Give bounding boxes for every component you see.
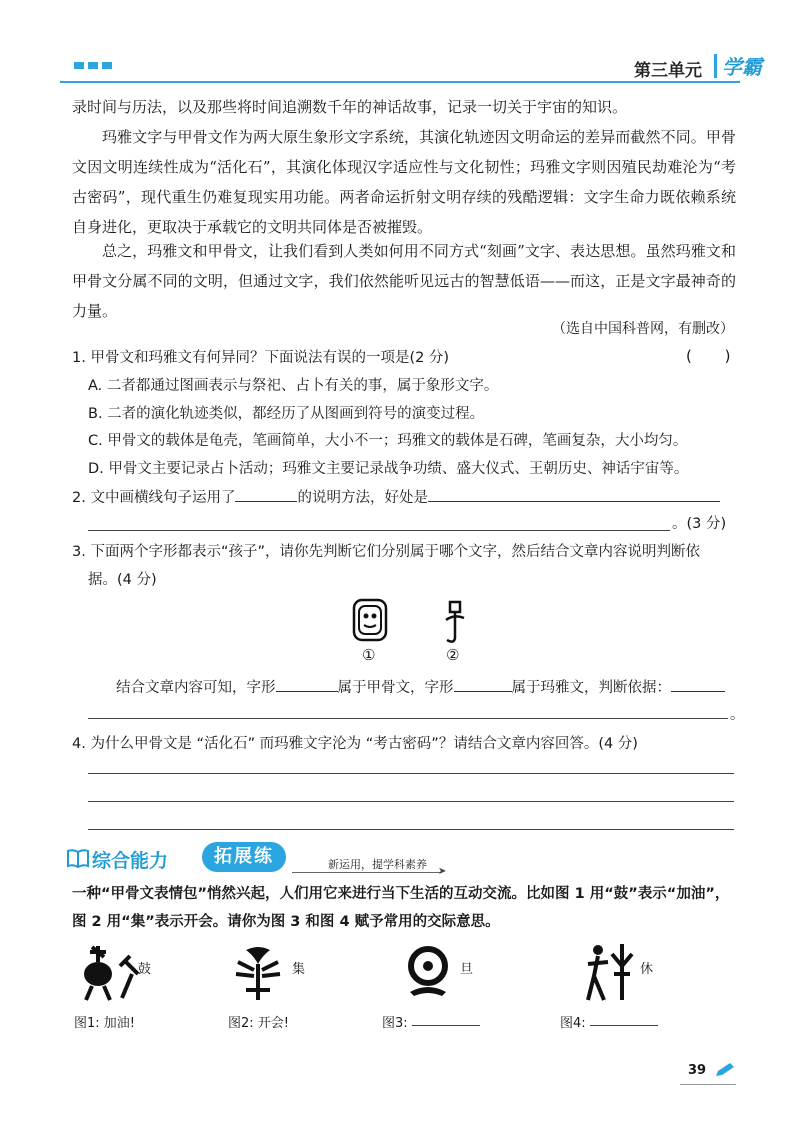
question-3-end: 。 — [730, 707, 745, 723]
answer-line[interactable] — [88, 718, 728, 719]
gather-glyph — [232, 942, 286, 1002]
section-badge: 拓展练 — [202, 842, 286, 872]
answer-blank-maya[interactable] — [454, 677, 512, 692]
figure-3-caption: 图3: — [382, 1016, 408, 1031]
header-divider — [714, 54, 717, 78]
answer-blank-reason[interactable] — [671, 677, 725, 692]
question-2-part2: 的说明方法，好处是 — [297, 490, 428, 506]
passage-paragraph-3: 总之，玛雅文和甲骨文，让我们看到人类如何用不同方式“刻画”文字、表达思想。虽然玛雅文和甲骨文分属不同的文明，但通过文字，我们依然能听见远古的智慧低语——而这，正是文字最神奇的力量。 — [72, 242, 736, 320]
figure-3-char: 旦 — [460, 962, 474, 977]
drum-glyph — [76, 942, 146, 1002]
passage-source: （选自中国科普网，有删改） — [552, 321, 734, 337]
maya-child-glyph — [354, 600, 386, 640]
figure-3-answer-blank[interactable] — [412, 1025, 480, 1026]
answer-blank-benefit[interactable] — [428, 487, 720, 502]
oracle-child-glyph — [446, 602, 464, 642]
dawn-glyph — [402, 944, 454, 1000]
question-3-answer-part1: 结合文章内容可知，字形 — [116, 680, 276, 696]
glyph-label-1: ① — [362, 646, 376, 664]
passage-paragraph-1: 录时间与历法，以及那些将时间追溯数千年的神话故事，记录一切关于宇宙的知识。 — [72, 98, 628, 116]
answer-blank-oracle[interactable] — [276, 677, 338, 692]
unit-title: 第三单元 — [634, 61, 702, 81]
subtitle-underline — [292, 872, 442, 873]
answer-blank-method[interactable] — [235, 487, 297, 502]
question-3-answer-part2: 属于甲骨文，字形 — [337, 680, 454, 696]
glyph-label-2: ② — [446, 646, 460, 664]
question-2-stem — [72, 487, 720, 508]
passage-paragraph-2: 玛雅文字与甲骨文作为两大原生象形文字系统，其演化轨迹因文明命运的差异而截然不同。甲骨文因文明连续性成为“活化石”，其演化体现汉字适应性与文化韧性；玛雅文字则因殖民劫难沦为“考古密码”，现代重生仍难复现实用功能。两者命运折射文明存续的残酷逻辑：文字生命力既依赖系统自身进化，更取决于承载它的文明共同体是否被摧毁。 — [72, 128, 736, 236]
answer-paren[interactable]: ( ) — [686, 347, 745, 365]
figure-2-caption: 图2: 开会! — [228, 1016, 289, 1031]
book-icon — [66, 846, 90, 870]
question-3-stem-line1: 3. 下面两个字形都表示“孩子”，请你先判断它们分别属于哪个文字，然后结合文章内容说明判断依 — [72, 544, 700, 560]
answer-line[interactable] — [88, 829, 734, 830]
option-d[interactable]: D. 甲骨文主要记录占卜活动；玛雅文主要记录战争功绩、盛大仪式、王朝历史、神话宇宙等。 — [88, 461, 689, 477]
question-1-stem: 1. 甲骨文和玛雅文有何异同？下面说法有误的一项是(2 分) — [72, 350, 450, 366]
arrow-icon: ➤ — [438, 866, 447, 877]
option-b[interactable]: B. 二者的演化轨迹类似，都经历了从图画到符号的演变过程。 — [88, 406, 485, 422]
question-2-part1: 2. 文中画横线句子运用了 — [72, 490, 236, 506]
answer-line[interactable] — [88, 773, 734, 774]
answer-line[interactable] — [88, 530, 670, 531]
section-title: 综合能力 — [92, 850, 169, 872]
question-2-score: 。(3 分) — [672, 516, 727, 532]
header-rule — [60, 81, 740, 83]
question-3-stem-line2: 据。(4 分) — [88, 572, 157, 588]
option-a[interactable]: A. 二者都通过图画表示与祭祀、占卜有关的事，属于象形文字。 — [88, 378, 499, 394]
header-decoration — [74, 62, 112, 69]
rest-glyph — [584, 940, 638, 1002]
section-intro: 一种“甲骨文表情包”悄然兴起，人们用它来进行当下生活的互动交流。比如图 1 用“鼓”表示“加油”，图 2 用“集”表示开会。请你为图 3 和图 4 赋予常用的交际意思。 — [72, 886, 730, 930]
figure-4-answer-blank[interactable] — [590, 1025, 658, 1026]
question-4-stem: 4. 为什么甲骨文是 “活化石” 而玛雅文字沦为 “考古密码”？请结合文章内容回答。(4 分) — [72, 736, 638, 752]
answer-line[interactable] — [88, 801, 734, 802]
child-glyphs-figure — [350, 598, 480, 646]
option-c[interactable]: C. 甲骨文的载体是龟壳，笔画简单，大小不一；玛雅文的载体是石碑，笔画复杂，大小均匀。 — [88, 433, 688, 449]
figure-1-caption: 图1: 加油! — [74, 1016, 135, 1031]
figure-4-char: 休 — [640, 962, 654, 977]
figure-4-caption: 图4: — [560, 1016, 586, 1031]
brand-logo: 学霸 — [722, 55, 762, 79]
question-3-answer-row — [116, 677, 725, 698]
pencil-icon — [714, 1062, 736, 1078]
footer-rule — [680, 1084, 736, 1085]
question-3-answer-part3: 属于玛雅文，判断依据： — [511, 680, 671, 696]
page-number: 39 — [688, 1063, 707, 1078]
figure-1-char: 鼓 — [138, 962, 152, 977]
figure-2-char: 集 — [292, 962, 306, 977]
section-subtitle: 新运用，提学科素养 — [328, 858, 427, 871]
